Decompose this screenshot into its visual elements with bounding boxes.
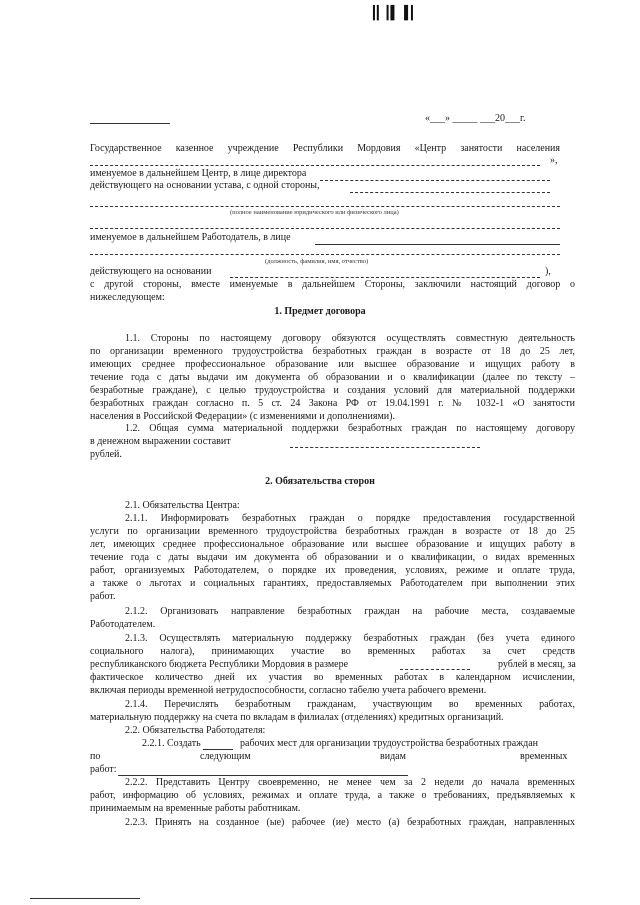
p11-line: населения в Российской Федерации» (с изменениями и дополнениями). <box>90 411 395 422</box>
paragraph-2-1-4-line-2: материальную поддержку на счета по вкладам в филиалах (отделениях) кредитных организаций. <box>90 712 504 723</box>
jobs-count-blank <box>203 749 233 750</box>
paragraph-1-2-line-1: 1.2. Общая сумма материальной поддержки безработных граждан по настоящему договору <box>125 423 575 434</box>
p11-line: течение года с даты выдачи им документа об образовании и о квалификации (далее по тексту – <box>90 372 575 383</box>
p211-line: течение года с даты выдачи им документа об образовании и о квалификации, о видах временных <box>90 552 575 563</box>
p221-word: временных <box>520 751 568 762</box>
preamble-line-3: действующего на основании устава, с одной стороны, <box>90 180 320 191</box>
preamble-line-5-end: ), <box>545 266 551 277</box>
p211-line: работ, организуемых Работодателем, о порядке их проведения, условиях, режиме и оплате труда, <box>90 565 575 576</box>
p11-line: безработных граждан согласно п. 5 ст. 24 Закона РФ от 19.04.1991 г. № 1032-1 «О занятости <box>90 398 575 409</box>
p213-line: социального налога), принимающих участие во временных работах за счет средств <box>90 646 575 657</box>
representative-blank <box>315 244 560 245</box>
p213-line: фактическое количество дней их участия во временных работах в календарном исчислении, <box>90 672 575 683</box>
p213-line: включая периоды временной нетрудоспособности, согласно табелю учета рабочего времени. <box>90 685 487 696</box>
p11-line: 1.1. Стороны по настоящему договору обязуются осуществлять совместную деятельность <box>125 333 575 344</box>
section-1-title: 1. Предмет договора <box>274 306 366 317</box>
p222-line: принимаемым на временные работы работникам. <box>90 803 301 814</box>
preamble-line-6: с другой стороны, вместе именуемые в дальнейшем Стороны, заключили настоящий договор о <box>90 279 575 290</box>
place-blank-line <box>90 123 170 124</box>
amount-blank <box>290 447 480 448</box>
p213-line: республиканского бюджета Республики Мордовия в размере <box>90 659 349 670</box>
work-types-blank <box>118 775 408 776</box>
scan-mark: ┃▎┃▌ ▌▎ <box>370 6 418 21</box>
p11-line: имеющих среднее профессиональное образование или высшее образование и ищущих работу в <box>90 359 575 370</box>
footer-line <box>30 898 140 899</box>
note-position-name: (должность, фамилия, имя, отчество) <box>265 258 369 265</box>
p211-line: услуги по организации временного трудоустройства безработных граждан в возрасте от 18 до 25 <box>90 526 575 537</box>
paragraph-2-1-4-line-1: 2.1.4. Перечислять безработным гражданам, участвующим во временных работах, <box>125 699 575 710</box>
director-name-blank <box>320 180 550 181</box>
p211-line: лет, имеющих среднее профессиональное образование или высшее образование и ищущих работу в <box>90 539 575 550</box>
p221-word: по <box>90 751 101 762</box>
support-amount-blank <box>400 669 470 670</box>
paragraph-1-2-line-3: рублей. <box>90 449 122 460</box>
contract-date: «___» _____ ___20___г. <box>425 113 526 124</box>
p213-line: рублей в месяц, за <box>498 659 576 670</box>
p221-word: следующим <box>200 751 251 762</box>
paragraph-2-1-2-line-2: Работодателем. <box>90 619 156 630</box>
p221-rest: рабочих мест для организации трудоустройства безработных граждан <box>240 738 539 749</box>
preamble-line-7: нижеследующем: <box>90 292 165 303</box>
basis-blank <box>230 277 540 278</box>
p213-line: 2.1.3. Осуществлять материальную поддержку безработных граждан (без учета единого <box>125 633 575 644</box>
paragraph-2-1-2-line-1: 2.1.2. Организовать направление безработных граждан на рабочие места, создаваемые <box>125 606 575 617</box>
preamble-line-1: Государственное казенное учреждение Республики Мордовия «Центр занятости населения <box>90 143 560 154</box>
note-legal-entity: (полное наименование юридического или физического лица) <box>230 209 399 216</box>
p211-line: работ. <box>90 591 116 602</box>
preamble-line-5: действующего на основании <box>90 266 212 277</box>
p222-line: 2.2.2. Представить Центру своевременно, не менее чем за 2 недели до начала временных <box>125 777 575 788</box>
p221-create: 2.2.1. Создать <box>142 738 201 749</box>
p221-word: работ: <box>90 764 117 775</box>
representative-blank-2 <box>90 254 560 255</box>
paragraph-2-2-3-line-1: 2.2.3. Принять на созданное (ые) рабочее (ие) место (а) безработных граждан, направленных <box>125 817 575 828</box>
preamble-line-2: именуемое в дальнейшем Центр, в лице директора <box>90 168 307 179</box>
p222-line: работ, информацию об условиях, режимах и оплате труда, а также о требованиях, предъявляемых к <box>90 790 575 801</box>
p211-line: 2.1.1. Информировать безработных граждан о порядке предоставления государственной <box>125 513 575 524</box>
subsection-2-2: 2.2. Обязательства Работодателя: <box>125 725 266 736</box>
preamble-line-1-end: », <box>550 155 558 166</box>
p221-word: видам <box>380 751 406 762</box>
center-name-blank <box>90 165 540 166</box>
subsection-2-1: 2.1. Обязательства Центра: <box>125 500 240 511</box>
employer-blank-2 <box>90 228 560 229</box>
section-2-title: 2. Обязательства сторон <box>265 476 375 487</box>
party-blank-1 <box>350 192 550 193</box>
p11-line: по организации временного трудоустройства безработных граждан в возрасте от 18 до 25 лет, <box>90 346 575 357</box>
preamble-line-4: именуемое в дальнейшем Работодатель, в лице <box>90 232 291 243</box>
paragraph-1-2-line-2: в денежном выражении составит <box>90 436 231 447</box>
p11-line: безработные граждане), с целью трудоустройства и создания условий для материальной поддержки <box>90 385 575 396</box>
p211-line: а также о льготах и социальных гарантиях, предоставляемых Работодателем при выполнении этих <box>90 578 575 589</box>
